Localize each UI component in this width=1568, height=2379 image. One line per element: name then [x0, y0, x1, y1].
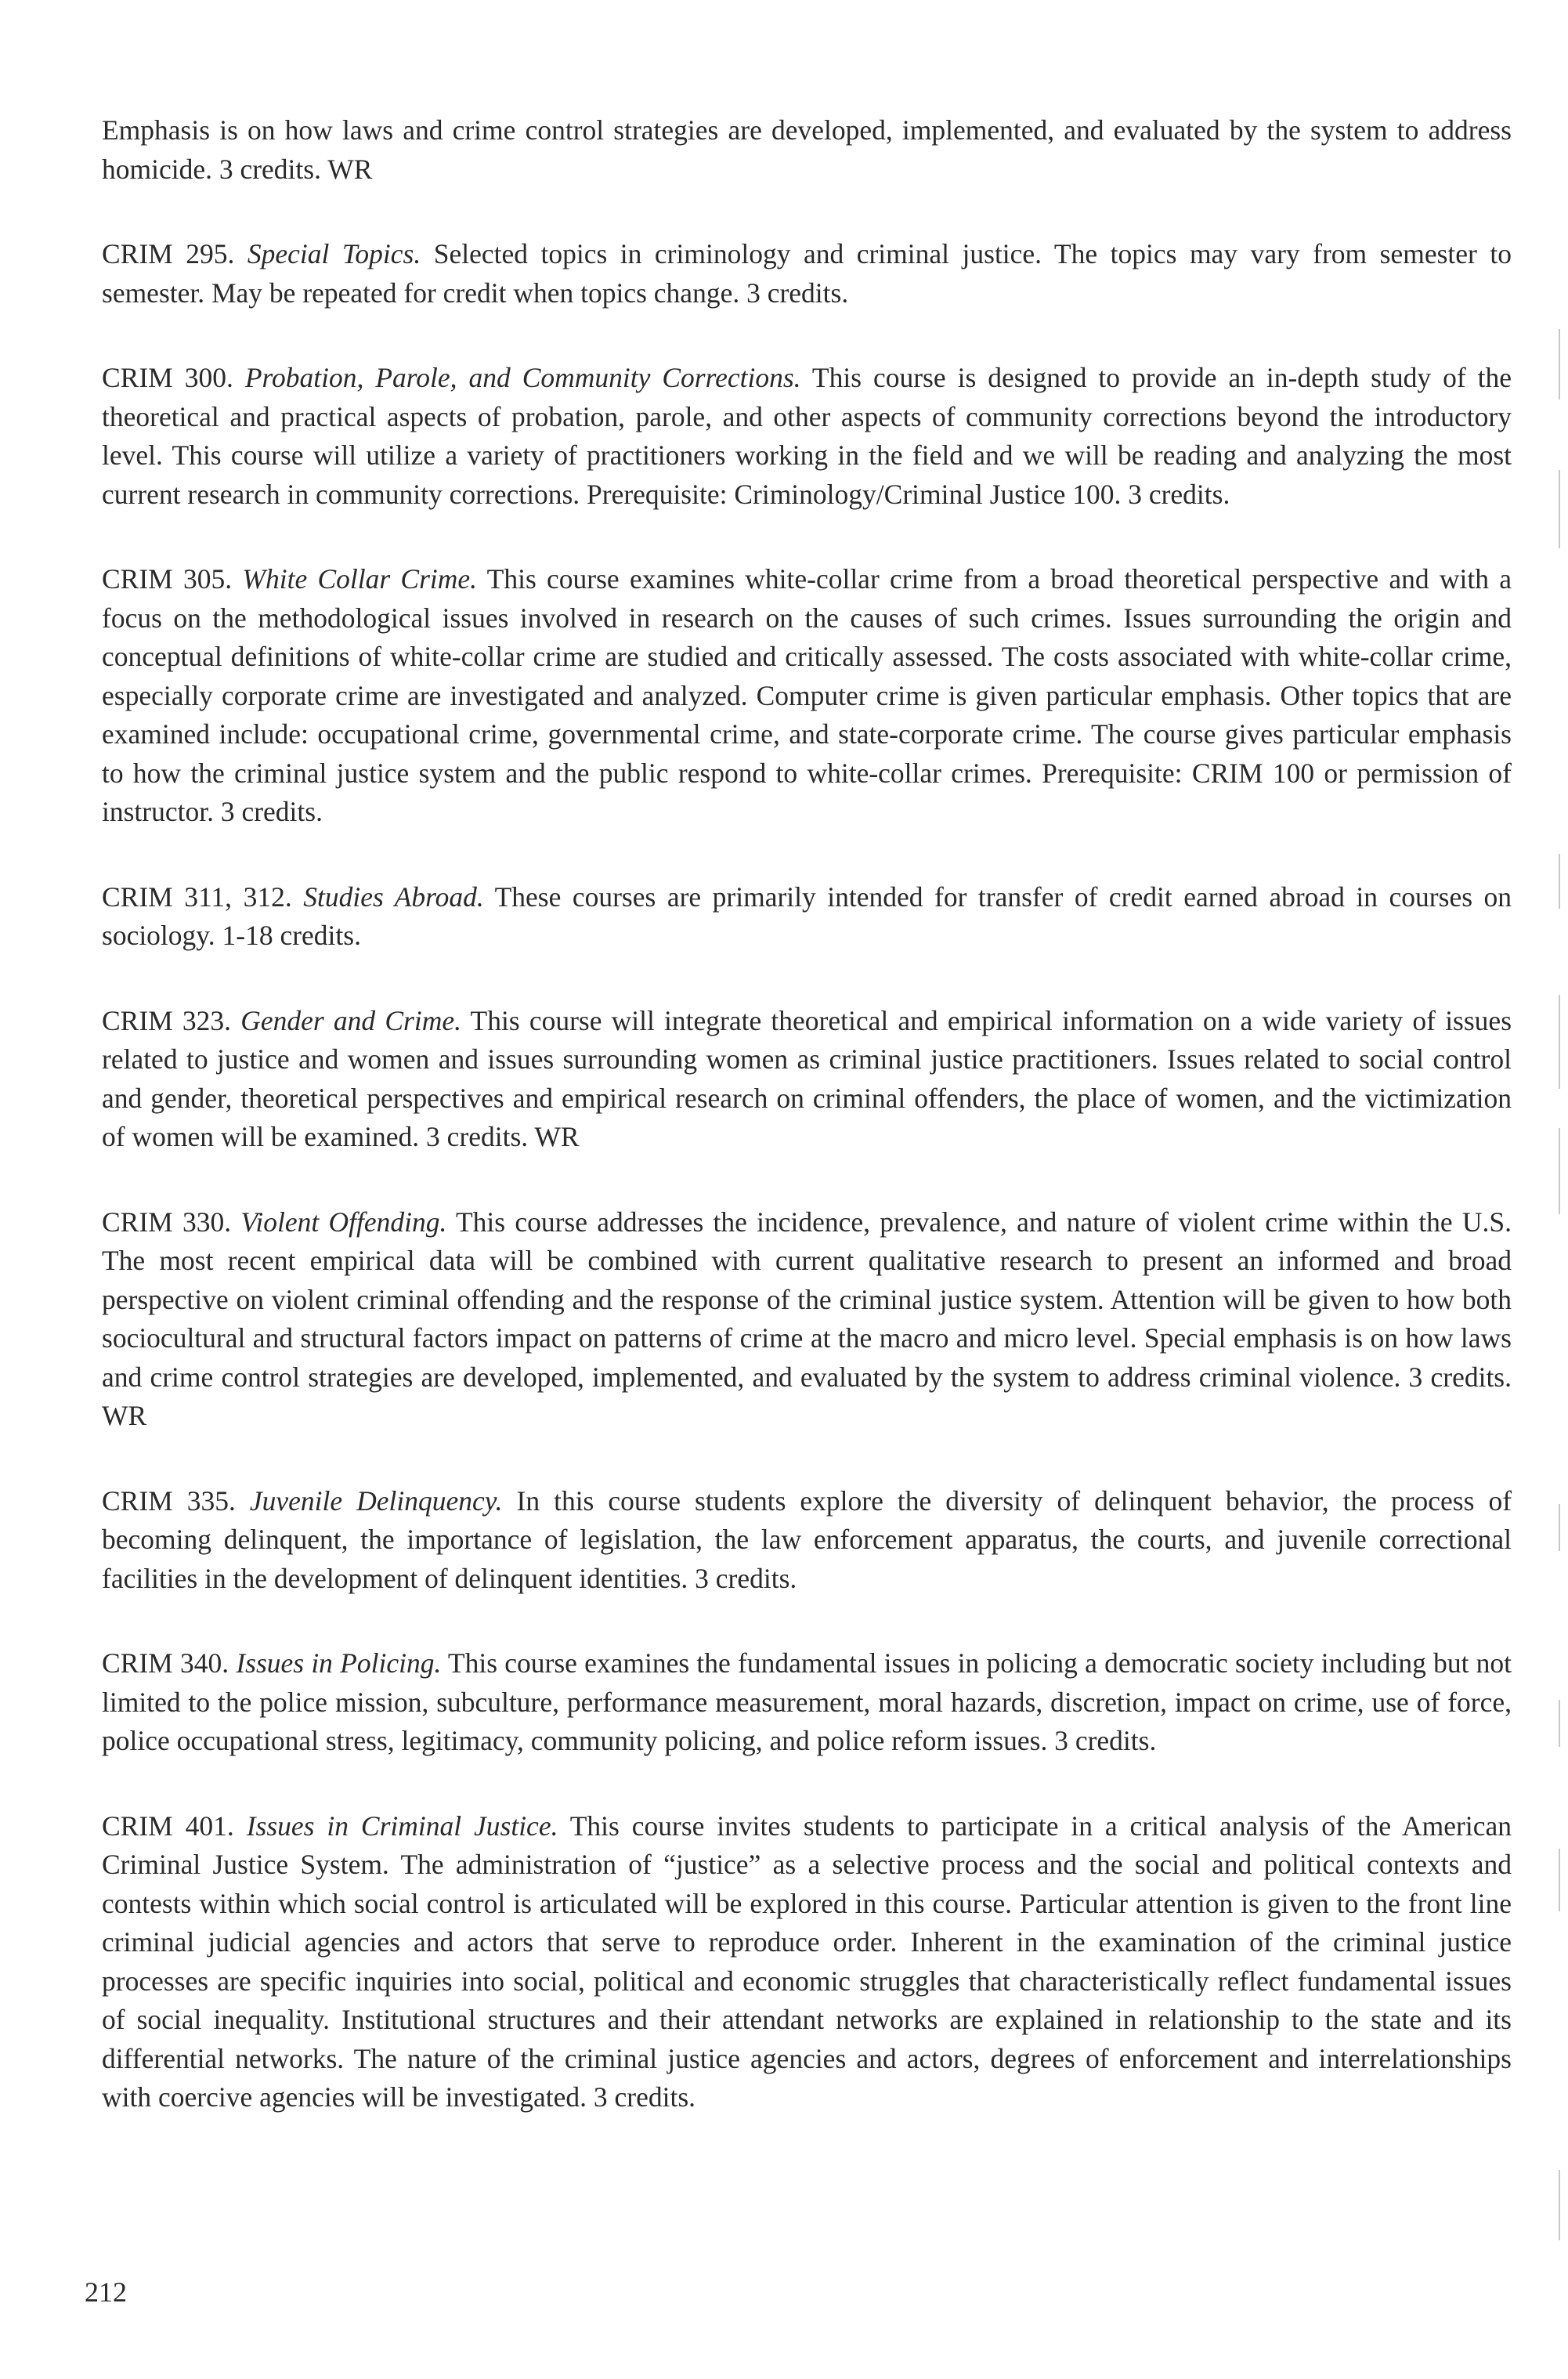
- course-description: This course invites students to participate in a critical analysis of the American Criminal Justice System. The administration of “justice” as a selective process and the social and political contexts and contests within which social control is articulated will be explored in this course. Particular attention is given to the front line criminal judicial agencies and actors that serve to reproduce order. Inherent in the examination of the criminal justice processes are specific inquiries into social, political and economic struggles that characteristically reflect fundamental issues of social inequality. Institutional structures and their attendant networks are explained in relationship to the state and its differential networks. The nature of the criminal justice agencies and actors, degrees of enforcement and interrelationships with coercive agencies will be investigated. 3 credits.: [102, 1810, 1512, 2113]
- course-description: In this course students explore the diversity of delinquent behavior, the process of becoming delinquent, the importance of legislation, the law enforcement apparatus, the courts, and juvenile correctional facilities in the development of delinquent identities. 3 credits.: [102, 1484, 1512, 1594]
- course-code: CRIM 335.: [102, 1484, 236, 1517]
- page-number: 212: [85, 2276, 127, 2308]
- course-entry-crim-300: [102, 359, 1512, 514]
- course-code: CRIM 323.: [102, 1004, 232, 1036]
- course-description: Selected topics in criminology and criminal justice. The topics may vary from semester to semester. May be repeated for credit when topics change. 3 credits.: [102, 238, 1512, 309]
- course-description: This course addresses the incidence, prevalence, and nature of violent crime within the U.S. The most recent empirical data will be combined with current qualitative research to present an informed and broad perspective on violent criminal offending and the response of the criminal justice system. Attention will be given to how both sociocultural and structural factors impact on patterns of crime at the macro and micro level. Special emphasis is on how laws and crime control strategies are developed, implemented, and evaluated by the system to address criminal violence. 3 credits. WR: [102, 1206, 1512, 1431]
- course-entry-crim-401: [102, 1807, 1512, 2117]
- course-code: CRIM 300.: [102, 362, 233, 393]
- course-entry-crim-295: [102, 235, 1512, 313]
- course-entry-crim-311-312: [102, 878, 1512, 956]
- scan-edge-mark: [1559, 1128, 1560, 1214]
- course-code: CRIM 295.: [102, 238, 235, 269]
- scan-edge-mark: [1559, 995, 1560, 1089]
- course-entry-crim-323: [102, 1002, 1512, 1157]
- scan-edge-mark: [1559, 1504, 1560, 1551]
- course-title: Violent Offending.: [240, 1206, 447, 1238]
- scan-edge-mark: [1559, 1849, 1560, 1911]
- course-code: CRIM 340.: [102, 1647, 229, 1679]
- scan-edge-mark: [1559, 329, 1560, 400]
- course-code: CRIM 401.: [102, 1810, 234, 1842]
- course-description: This course examines the fundamental issues in policing a democratic society including but not limited to the police mission, subculture, performance measurement, moral hazards, discretion, impact on crime, use of force, police occupational stress, legitimacy, community policing, and police reform issues. 3 credits.: [102, 1647, 1512, 1756]
- course-code: CRIM 311, 312.: [102, 880, 292, 913]
- course-entry-crim-335: [102, 1482, 1512, 1599]
- course-title: Studies Abroad.: [303, 880, 484, 913]
- scan-edge-mark: [1559, 470, 1560, 548]
- course-title: White Collar Crime.: [242, 563, 478, 595]
- course-description: This course is designed to provide an in-depth study of the theoretical and practical aspects of probation, parole, and other aspects of community corrections beyond the introductory level. This course will utilize a variety of practitioners working in the field and we will be reading and analyzing the most current research in community corrections. Prerequisite: Criminology/Criminal Justice 100. 3 credits.: [102, 362, 1512, 510]
- course-entry-crim-305: [102, 560, 1512, 832]
- course-description: These courses are primarily intended for transfer of credit earned abroad in courses on sociology. 1-18 credits.: [102, 880, 1512, 951]
- course-description: This course examines white-collar crime from a broad theoretical perspective and with a focus on the methodological issues involved in research on the causes of such crimes. Issues surrounding the origin and conceptual definitions of white-collar crime are studied and critically assessed. The costs associated with white-collar crime, especially corporate crime are investigated and analyzed. Computer crime is given particular emphasis. Other topics that are examined include: occupational crime, governmental crime, and state-corporate crime. The course gives particular emphasis to how the criminal justice system and the public respond to white-collar crimes. Prerequisite: CRIM 100 or permission of instructor. 3 credits.: [102, 563, 1512, 827]
- course-title: Juvenile Delinquency.: [249, 1484, 503, 1517]
- course-title: Gender and Crime.: [240, 1004, 461, 1036]
- course-code: CRIM 330.: [102, 1206, 232, 1238]
- course-title: Issues in Criminal Justice.: [246, 1810, 558, 1842]
- course-title: Probation, Parole, and Community Corrections.: [244, 362, 801, 393]
- course-description: This course will integrate theoretical and empirical information on a wide variety of issues related to justice and women and issues surrounding women as criminal justice practitioners. Issues related to social control and gender, theoretical perspectives and empirical research on criminal offenders, the place of women, and the victimization of women will be examined. 3 credits. WR: [102, 1004, 1512, 1152]
- course-title: Issues in Policing.: [236, 1647, 442, 1679]
- scan-edge-mark: [1559, 2170, 1560, 2240]
- course-entry-crim-340: [102, 1644, 1512, 1761]
- catalog-page-content: [102, 111, 1512, 2117]
- scan-edge-mark: [1559, 854, 1560, 909]
- course-entry-crim-330: [102, 1203, 1512, 1436]
- course-code: CRIM 305.: [102, 563, 233, 595]
- scan-edge-mark: [1559, 1700, 1560, 1747]
- intro-paragraph: Emphasis is on how laws and crime control strategies are developed, implemented, and evaluated by the system to address homicide. 3 credits. WR: [102, 114, 1512, 185]
- course-title: Special Topics.: [247, 238, 421, 269]
